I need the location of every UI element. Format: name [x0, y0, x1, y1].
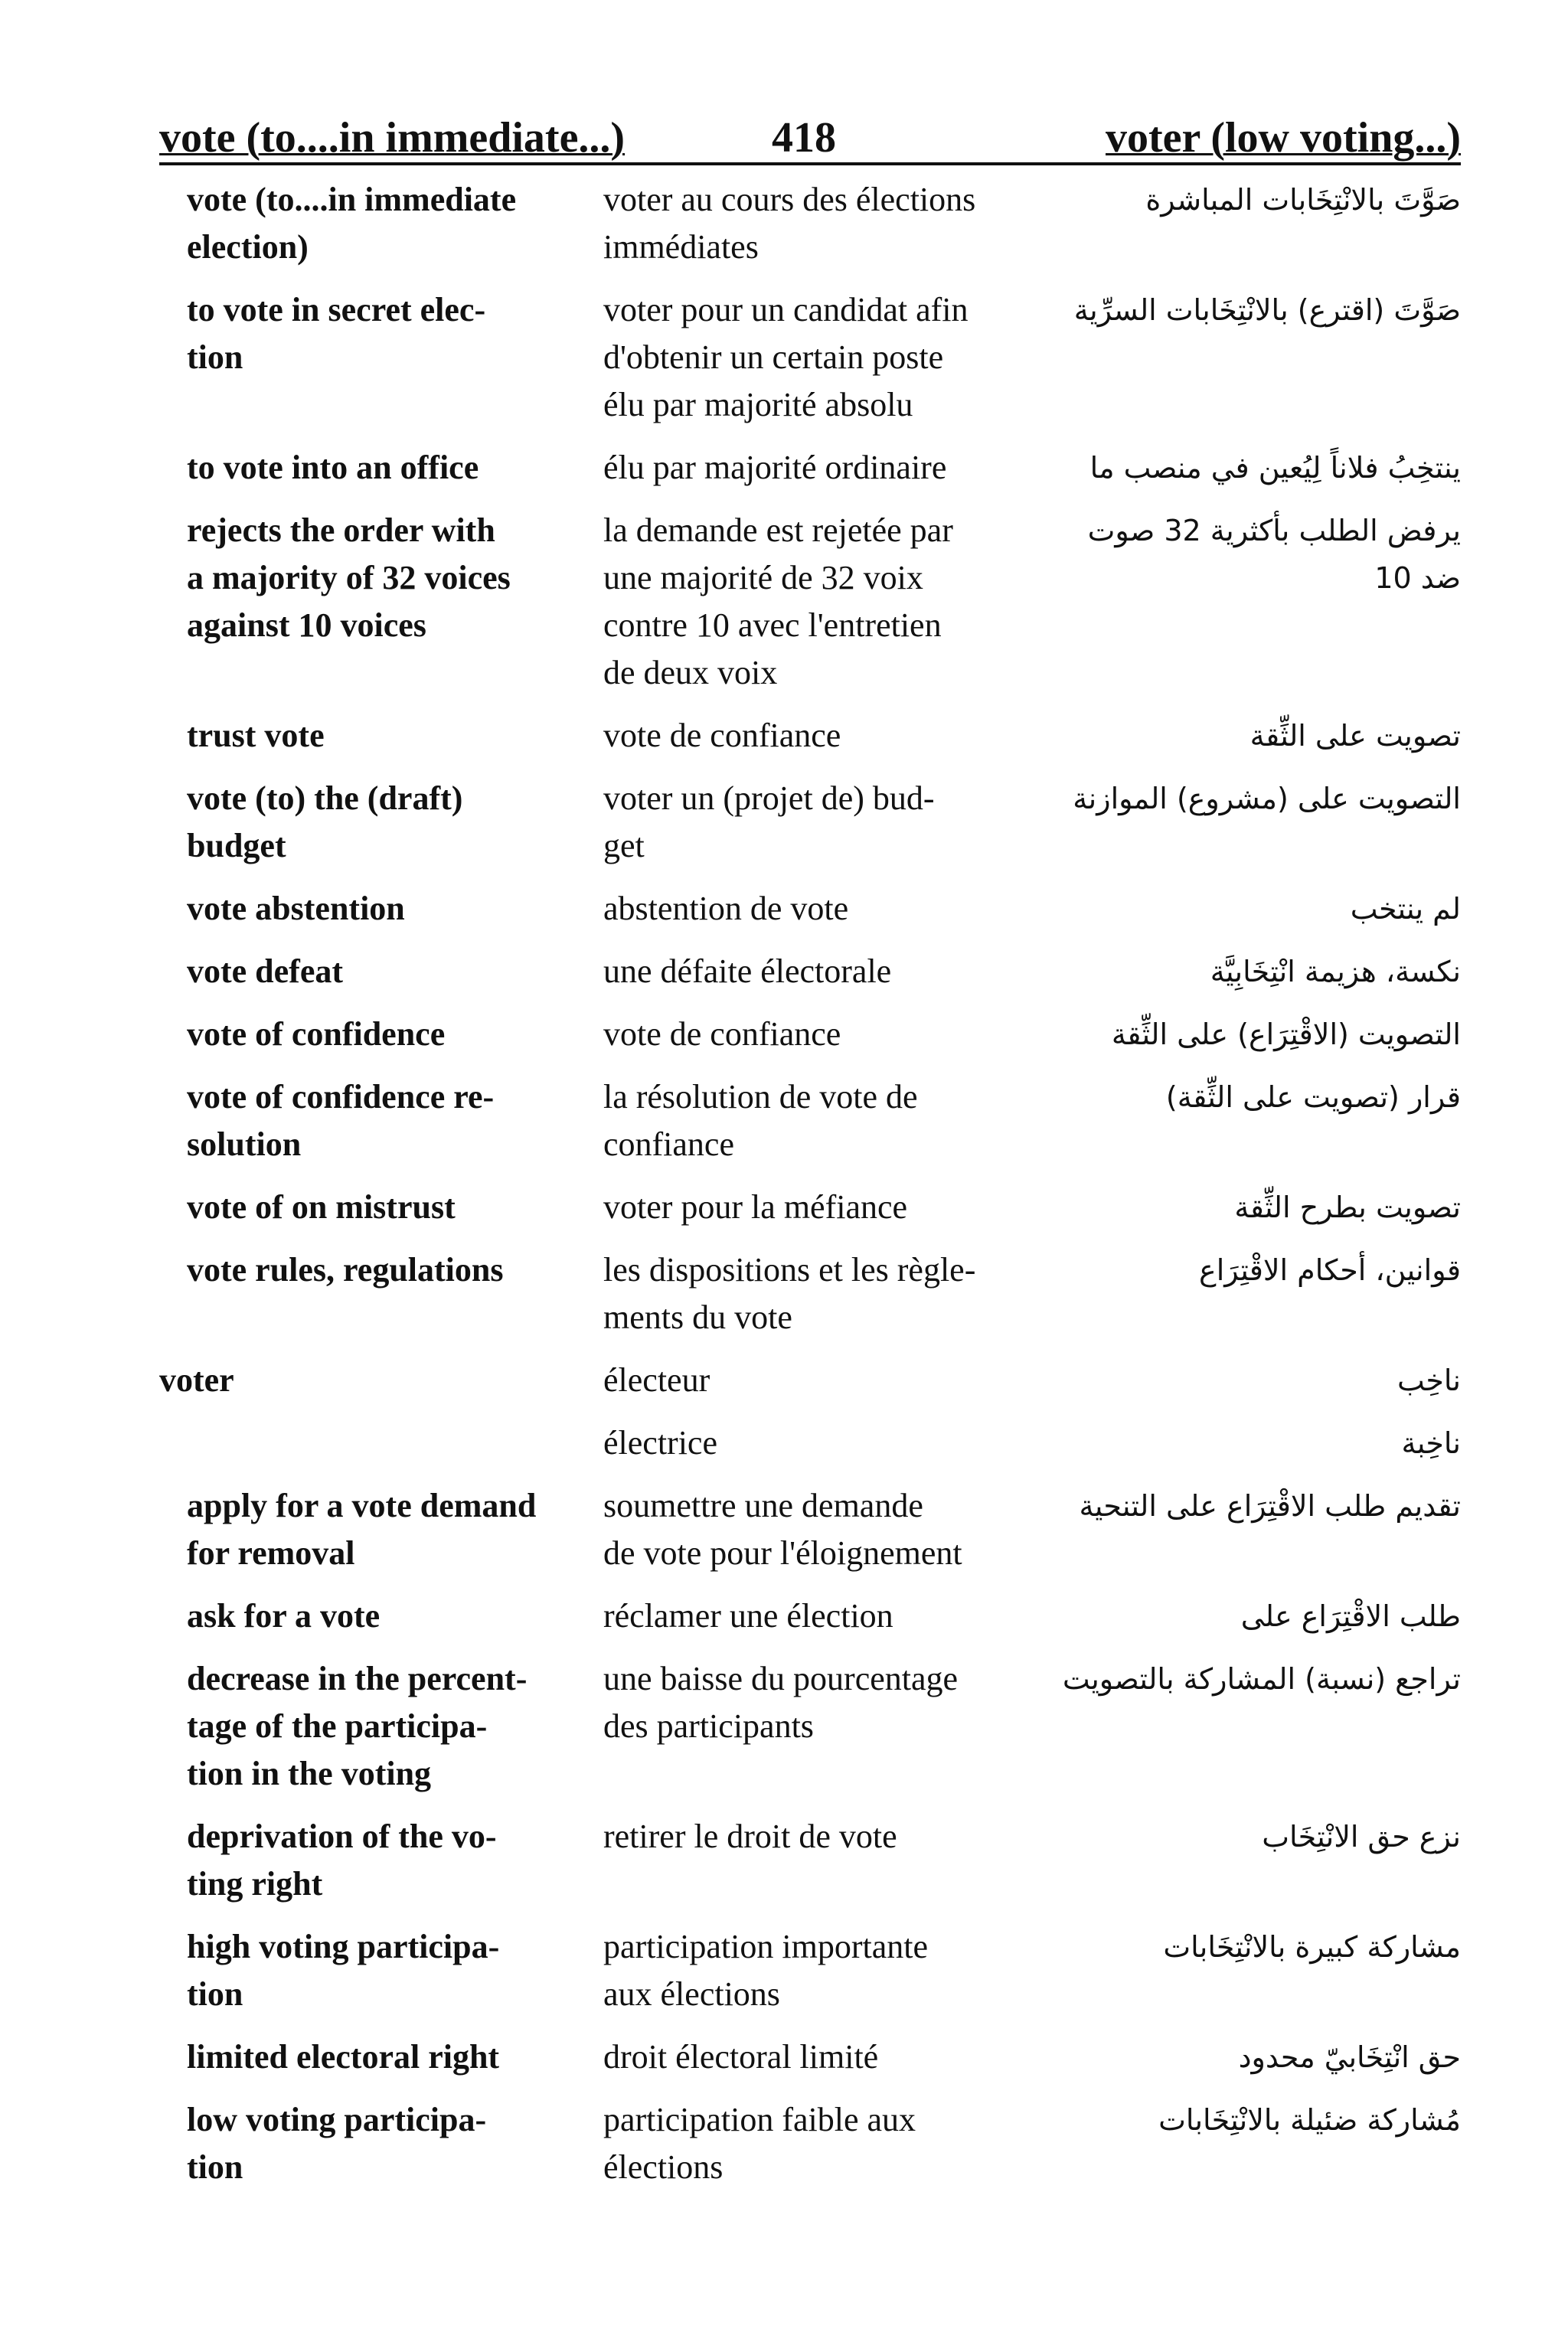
english-term-line: tion in the voting: [187, 1755, 432, 1792]
arabic-translation-line: ضد 10: [1374, 561, 1461, 595]
english-term-line: to vote into an office: [187, 449, 479, 486]
french-translation-line: la demande est rejetée par: [603, 511, 953, 549]
french-translation: [603, 1419, 1032, 1467]
arabic-translation: [1047, 1073, 1461, 1121]
english-term: [187, 176, 570, 271]
arabic-translation: [1047, 1813, 1461, 1860]
english-term: [187, 1011, 570, 1058]
french-translation: [603, 1592, 1032, 1640]
french-translation: [603, 444, 1032, 492]
arabic-translation-line: التصويت (الاقْتِرَاع) على الثِّقة: [1111, 1018, 1461, 1051]
french-translation: [603, 1246, 1032, 1341]
english-term: [187, 1592, 570, 1640]
french-translation-line: aux élections: [603, 1975, 780, 2013]
english-term-line: vote of confidence re-: [187, 1078, 495, 1116]
french-translation: [603, 1184, 1032, 1231]
french-translation: [603, 775, 1032, 870]
english-term-line: a majority of 32 voices: [187, 559, 511, 596]
dictionary-entry: [159, 286, 1461, 429]
dictionary-entry: [159, 1073, 1461, 1168]
english-term: [187, 444, 570, 492]
dictionary-entry: [159, 1246, 1461, 1341]
english-term: [187, 1246, 570, 1294]
french-translation-line: de vote pour l'éloignement: [603, 1534, 962, 1572]
english-term: [187, 1813, 570, 1908]
french-translation-line: vote de confiance: [603, 717, 841, 754]
french-translation-line: retirer le droit de vote: [603, 1818, 897, 1855]
french-translation-line: contre 10 avec l'entretien: [603, 606, 942, 644]
dictionary-entry: [159, 712, 1461, 759]
english-term-line: deprivation of the vo-: [187, 1818, 497, 1855]
arabic-translation: [1047, 1011, 1461, 1058]
arabic-translation: [1047, 1357, 1461, 1404]
header-right-guide-word: voter (low voting...): [1106, 114, 1461, 162]
arabic-translation-line: التصويت على (مشروع) الموازنة: [1073, 782, 1461, 815]
arabic-translation: [1047, 286, 1461, 334]
arabic-translation-line: حق انْتِخَابيّ محدود: [1238, 2040, 1461, 2074]
english-term: [187, 885, 570, 933]
english-term-line: election): [187, 228, 309, 266]
arabic-translation-line: تصويت بطرح الثِّقة: [1234, 1191, 1461, 1224]
page-number: 418: [772, 114, 836, 162]
french-translation: [603, 1011, 1032, 1058]
dictionary-page: [159, 113, 1461, 2207]
arabic-translation-line: ناخِبة: [1401, 1426, 1461, 1460]
arabic-translation-line: تراجع (نسبة) المشاركة بالتصويت: [1062, 1662, 1461, 1696]
french-translation-line: réclamer une élection: [603, 1597, 893, 1635]
arabic-translation-line: تقديم طلب الاقْتِرَاع على التنحية: [1079, 1489, 1461, 1523]
french-translation-line: voter pour la méfiance: [603, 1188, 908, 1226]
english-term: [187, 2096, 570, 2191]
arabic-translation-line: طلب الاقْتِرَاع على: [1240, 1599, 1461, 1633]
english-term-line: tion: [187, 1975, 243, 2013]
french-translation: [603, 1357, 1032, 1404]
english-term: [187, 1923, 570, 2018]
french-translation: [603, 286, 1032, 429]
dictionary-entry: [159, 1419, 1461, 1467]
french-translation-line: une défaite électorale: [603, 952, 892, 990]
english-term-line: apply for a vote demand: [187, 1487, 537, 1524]
english-term-line: trust vote: [187, 717, 325, 754]
arabic-translation: [1047, 1184, 1461, 1231]
french-translation-line: voter au cours des élections: [603, 181, 976, 218]
english-term-line: vote of on mistrust: [187, 1188, 456, 1226]
arabic-translation-line: قوانين، أحكام الاقْتِرَاع: [1199, 1253, 1461, 1287]
arabic-translation-line: نكسة، هزيمة انْتِخَابِيَّة: [1210, 955, 1461, 988]
french-translation-line: confiance: [603, 1125, 734, 1163]
dictionary-entry: [159, 775, 1461, 870]
english-term: [187, 1073, 570, 1168]
english-term: [187, 1655, 570, 1798]
arabic-translation: [1047, 2033, 1461, 2081]
french-translation: [603, 1482, 1032, 1577]
french-translation-line: soumettre une demande: [603, 1487, 923, 1524]
arabic-translation: [1047, 1419, 1461, 1467]
french-translation-line: droit électoral limité: [603, 2038, 879, 2076]
arabic-translation: [1047, 775, 1461, 822]
headword-entry: [159, 1357, 1461, 1404]
entry-list: [159, 176, 1461, 2191]
arabic-translation: [1047, 2096, 1461, 2144]
dictionary-entry: [159, 1813, 1461, 1908]
arabic-translation: [1047, 1923, 1461, 1971]
dictionary-entry: [159, 1592, 1461, 1640]
arabic-translation-line: نزع حق الانْتِخَاب: [1262, 1820, 1461, 1854]
french-translation-line: ments du vote: [603, 1298, 792, 1336]
dictionary-entry: [159, 176, 1461, 271]
french-translation-line: immédiates: [603, 228, 759, 266]
english-term-line: vote defeat: [187, 952, 344, 990]
english-term: [187, 507, 570, 649]
dictionary-entry: [159, 2033, 1461, 2081]
french-translation: [603, 2033, 1032, 2081]
french-translation: [603, 1073, 1032, 1168]
french-translation-line: voter pour un candidat afin: [603, 291, 969, 328]
arabic-translation: [1047, 1592, 1461, 1640]
arabic-translation: [1047, 1482, 1461, 1530]
arabic-translation-line: صَوَّتَ (اقترع) بالانْتِخَابات السرِّية: [1073, 293, 1461, 327]
french-translation-line: voter un (projet de) bud-: [603, 779, 935, 817]
arabic-translation-line: ينتخِبُ فلاناً لِيُعين في منصب ما: [1089, 451, 1461, 485]
arabic-translation-line: قرار (تصويت على الثِّقة): [1165, 1080, 1461, 1114]
dictionary-entry: [159, 1184, 1461, 1231]
dictionary-entry: [159, 507, 1461, 697]
english-term: [187, 1482, 570, 1577]
french-translation: [603, 1813, 1032, 1860]
english-term-line: rejects the order with: [187, 511, 495, 549]
french-translation-line: de deux voix: [603, 654, 778, 691]
english-term-line: ting right: [187, 1865, 323, 1903]
french-translation: [603, 176, 1032, 271]
running-header: [159, 113, 1461, 165]
french-translation-line: des participants: [603, 1707, 814, 1745]
arabic-translation-line: مُشاركة ضئيلة بالانْتِخَابات: [1158, 2103, 1461, 2137]
french-translation: [603, 712, 1032, 759]
english-term: [187, 712, 570, 759]
dictionary-entry: [159, 1655, 1461, 1798]
french-translation: [603, 2096, 1032, 2191]
english-term-line: tion: [187, 338, 243, 376]
french-translation-line: d'obtenir un certain poste: [603, 338, 944, 376]
french-translation-line: participation faible aux: [603, 2101, 916, 2138]
english-term-line: budget: [187, 827, 286, 864]
french-translation-line: une majorité de 32 voix: [603, 559, 923, 596]
english-term-line: voter: [159, 1361, 234, 1399]
english-term: [159, 1357, 542, 1404]
english-term-line: vote (to....in immediate: [187, 181, 517, 218]
english-term-line: vote of confidence: [187, 1015, 446, 1053]
dictionary-entry: [159, 1011, 1461, 1058]
english-term-line: limited electoral right: [187, 2038, 500, 2076]
french-translation-line: vote de confiance: [603, 1015, 841, 1053]
arabic-translation: [1047, 1246, 1461, 1294]
arabic-translation: [1047, 712, 1461, 759]
english-term-line: ask for a vote: [187, 1597, 381, 1635]
english-term: [187, 2033, 570, 2081]
english-term-line: high voting participa-: [187, 1928, 500, 1965]
english-term-line: vote abstention: [187, 890, 405, 927]
french-translation-line: élections: [603, 2148, 724, 2186]
arabic-translation: [1047, 948, 1461, 995]
header-left-guide-word: vote (to....in immediate...): [159, 114, 626, 162]
french-translation-line: la résolution de vote de: [603, 1078, 918, 1116]
french-translation: [603, 948, 1032, 995]
english-term: [187, 948, 570, 995]
english-term-line: low voting participa-: [187, 2101, 487, 2138]
french-translation-line: participation importante: [603, 1928, 928, 1965]
french-translation: [603, 1655, 1032, 1750]
arabic-translation: [1047, 444, 1461, 492]
arabic-translation: [1047, 507, 1461, 602]
dictionary-entry: [159, 2096, 1461, 2191]
french-translation-line: élu par majorité absolu: [603, 386, 913, 423]
english-term-line: for removal: [187, 1534, 355, 1572]
dictionary-entry: [159, 1482, 1461, 1577]
english-term-line: decrease in the percent-: [187, 1660, 528, 1697]
dictionary-entry: [159, 885, 1461, 933]
english-term-line: vote rules, regulations: [187, 1251, 504, 1289]
english-term-line: tion: [187, 2148, 243, 2186]
arabic-translation-line: لم ينتخب: [1350, 892, 1461, 926]
arabic-translation-line: تصويت على الثِّقة: [1250, 719, 1461, 753]
arabic-translation: [1047, 176, 1461, 224]
arabic-translation: [1047, 885, 1461, 933]
english-term-line: vote (to) the (draft): [187, 779, 463, 817]
english-term-line: to vote in secret elec-: [187, 291, 486, 328]
arabic-translation-line: صَوَّتَ بالانْتِخَابات المباشرة: [1145, 183, 1461, 217]
english-term: [187, 1184, 570, 1231]
arabic-translation-line: ناخِب: [1397, 1364, 1461, 1397]
dictionary-entry: [159, 444, 1461, 492]
french-translation-line: get: [603, 827, 645, 864]
french-translation-line: abstention de vote: [603, 890, 849, 927]
english-term-line: tage of the participa-: [187, 1707, 488, 1745]
dictionary-entry: [159, 1923, 1461, 2018]
english-term: [187, 775, 570, 870]
french-translation-line: électeur: [603, 1361, 710, 1399]
french-translation-line: élu par majorité ordinaire: [603, 449, 947, 486]
french-translation: [603, 507, 1032, 697]
english-term: [187, 286, 570, 381]
french-translation-line: une baisse du pourcentage: [603, 1660, 959, 1697]
french-translation: [603, 885, 1032, 933]
english-term-line: against 10 voices: [187, 606, 426, 644]
english-term-line: solution: [187, 1125, 302, 1163]
french-translation-line: électrice: [603, 1424, 717, 1462]
french-translation-line: les dispositions et les règle-: [603, 1251, 976, 1289]
french-translation: [603, 1923, 1032, 2018]
arabic-translation: [1047, 1655, 1461, 1703]
arabic-translation-line: مشاركة كبيرة بالانْتِخَابات: [1163, 1930, 1461, 1964]
dictionary-entry: [159, 948, 1461, 995]
arabic-translation-line: يرفض الطلب بأكثرية 32 صوت: [1087, 514, 1461, 547]
